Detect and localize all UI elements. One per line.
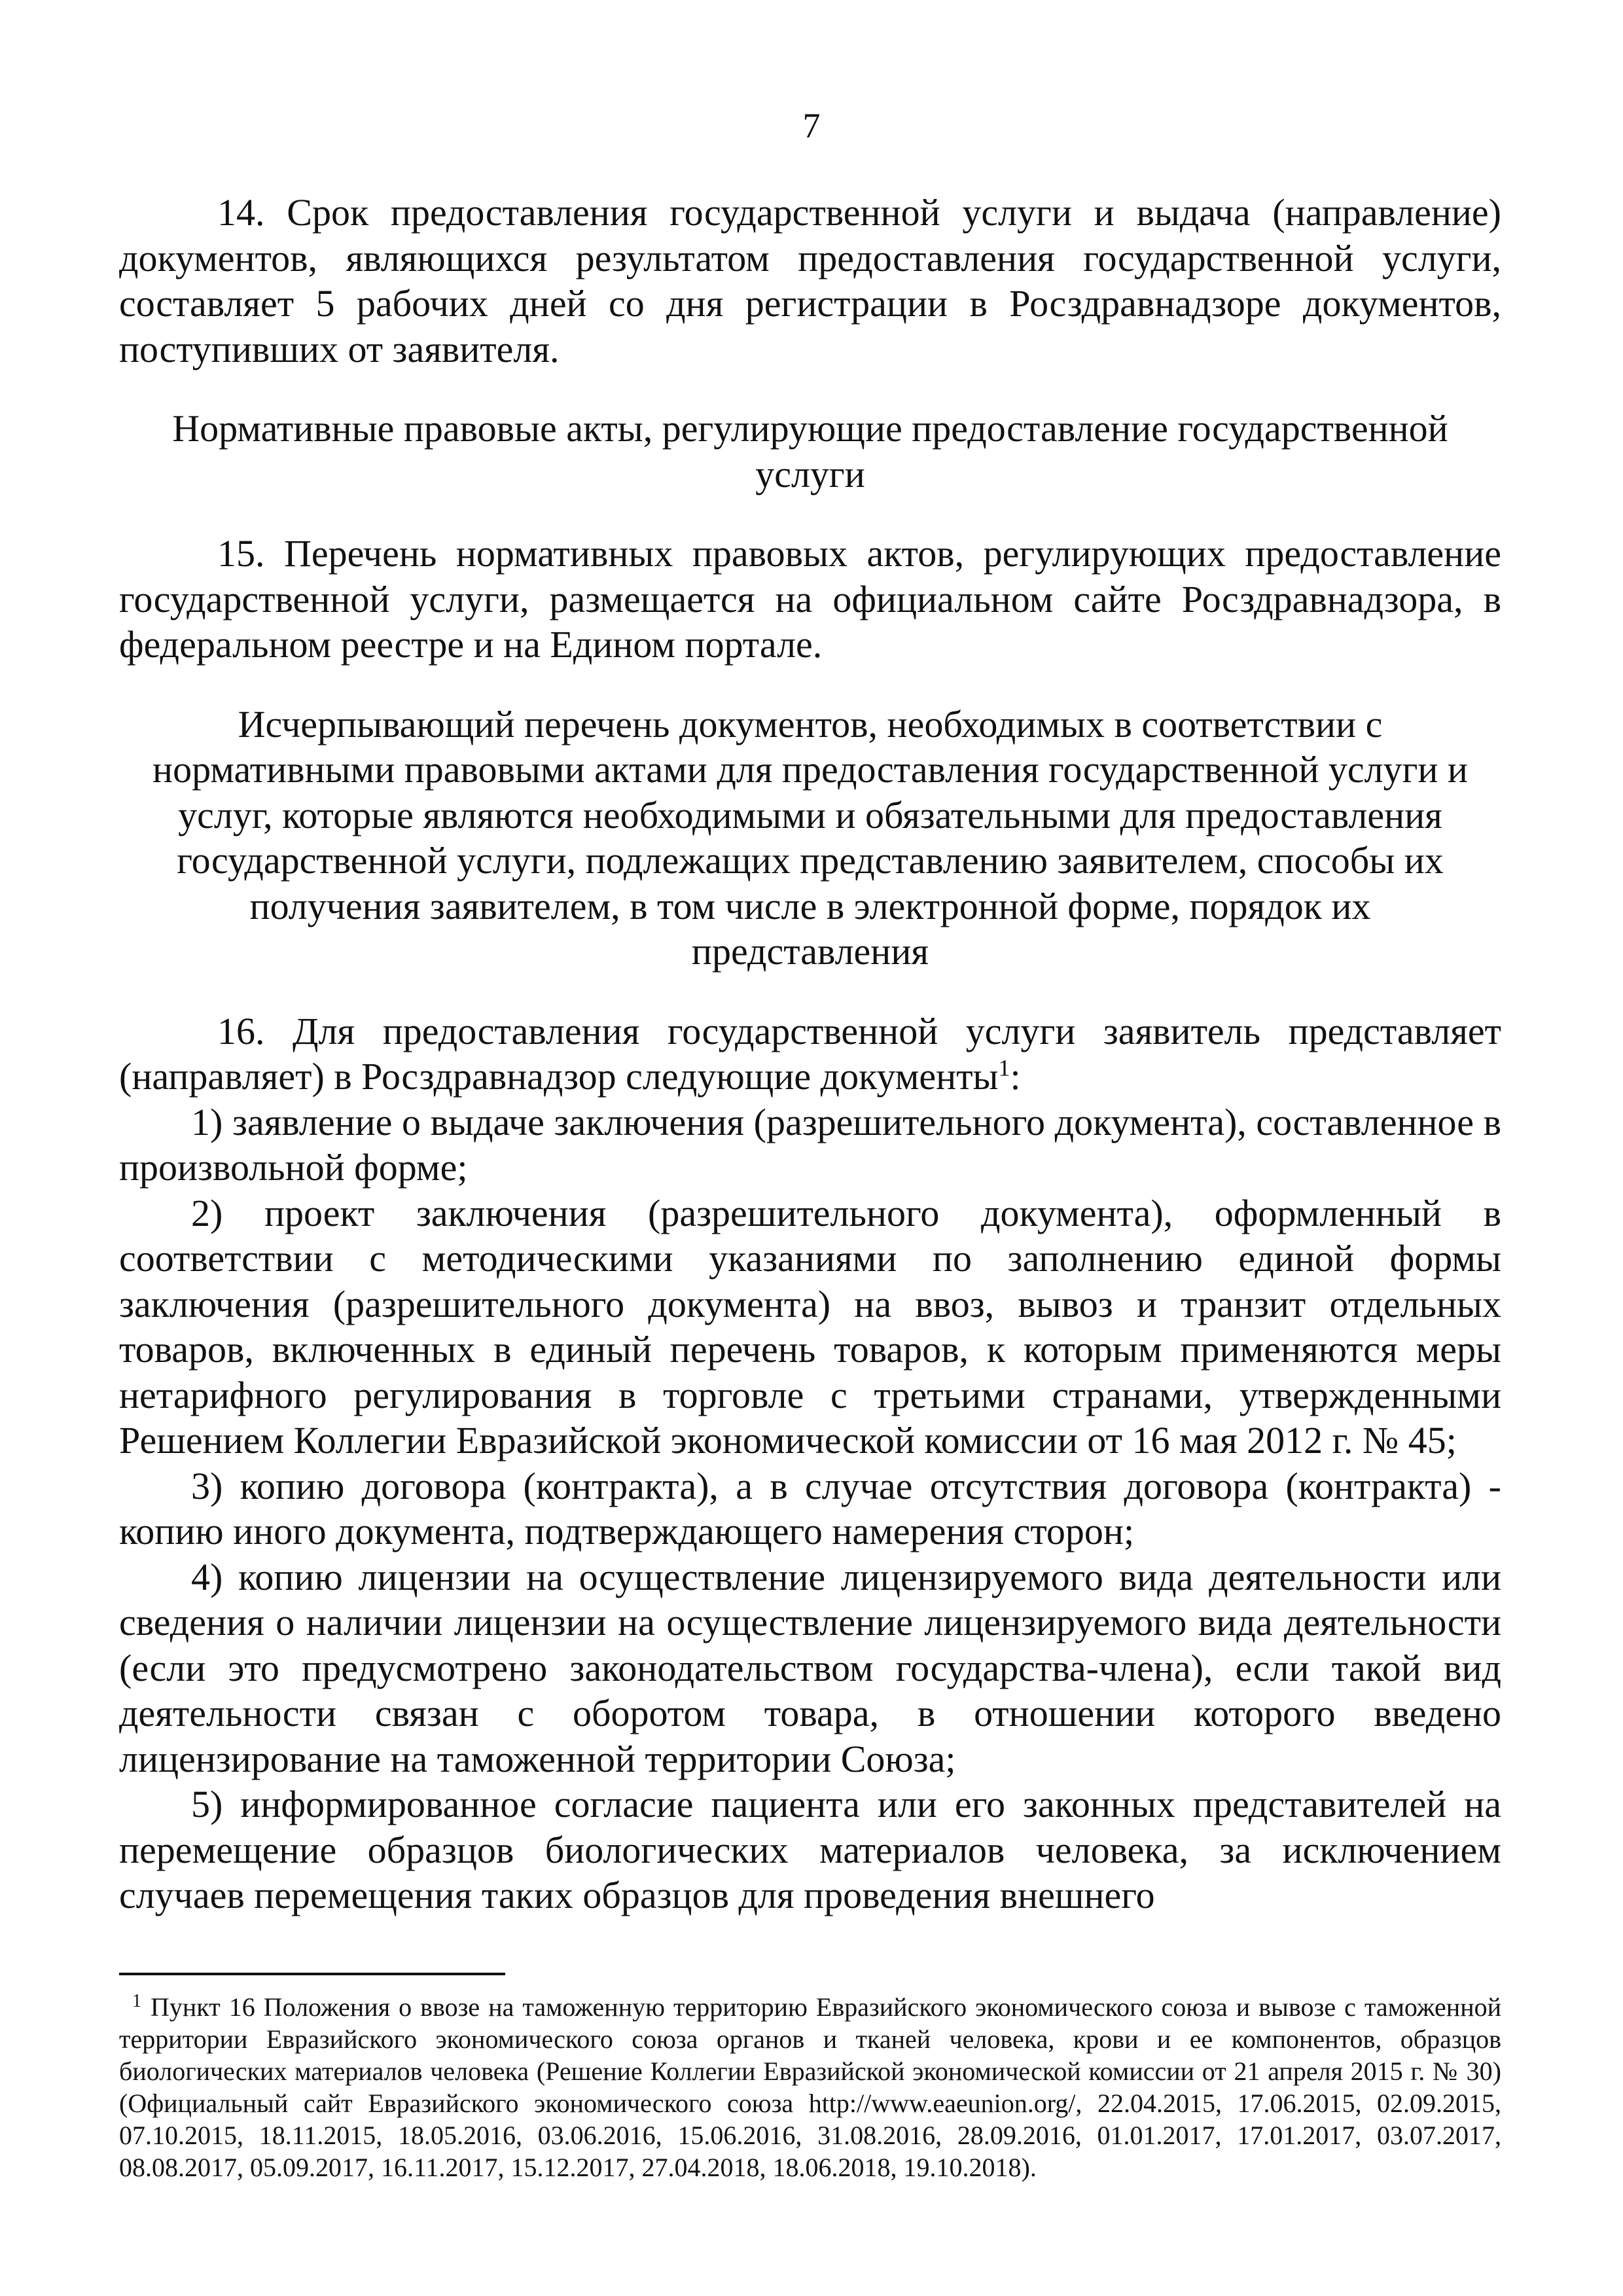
- list-item-2: 2) проект заключения (разрешительного документа), оформленный в соответствии с методическими указаниями по заполнению единой формы заключения (разрешительного документа) на ввоз, вывоз и транзит отдельных товаров, включенных в единый перечень товаров, к которым применяются меры нетарифного регулирования в торговле с третьими странами, утвержденными Решением Коллегии Евразийской экономической комиссии от 16 мая 2012 г. № 45;: [119, 1191, 1501, 1462]
- paragraph-16: [119, 1009, 1501, 1100]
- section-heading-normative-acts: Нормативные правовые акты, регулирующие предоставление государственной услуги: [172, 407, 1448, 495]
- list-item-4: 4) копию лицензии на осуществление лицензируемого вида деятельности или сведения о наличии лицензии на осуществление лицензируемого вида деятельности (если это предусмотрено законодательством государства-члена), если такой вид деятельности связан с оборотом товара, в отношении которого введено лицензирование на таможенной территории Союза;: [119, 1555, 1501, 1780]
- footnote: [119, 1991, 1501, 2183]
- footnote-separator: [119, 1973, 505, 1975]
- section-heading-documents-list: Исчерпывающий перечень документов, необходимых в соответствии с нормативными правовыми актами для предоставления государственной услуги и услуг, которые являются необходимыми и обязательными для предоставления государственной услуги, подлежащих представлению заявителем, способы их получения заявителем, в том числе в электронной форме, порядок их представления: [152, 702, 1468, 973]
- list-item-3: 3) копию договора (контракта), а в случае отсутствия договора (контракта) - копию иного документа, подтверждающего намерения сторон;: [119, 1464, 1501, 1552]
- spacer: [119, 668, 1501, 702]
- list-item-5: 5) информированное согласие пациента или его законных представителей на перемещение образцов биологических материалов человека, за исключением случаев перемещения таких образцов для проведения внешнего: [119, 1783, 1501, 1916]
- document-body: [119, 190, 1501, 1918]
- page-number: 7: [802, 106, 821, 145]
- spacer: [119, 497, 1501, 531]
- spacer: [119, 372, 1501, 406]
- spacer: [119, 975, 1501, 1009]
- footnote-marker: 1: [132, 1990, 141, 2011]
- paragraph-16-colon: :: [1010, 1055, 1021, 1098]
- footnote-reference[interactable]: 1: [998, 1054, 1010, 1081]
- paragraph-16-text: 16. Для предоставления государственной услуги заявитель представляет (направляет) в Росздравнадзор следующие документы: [119, 1009, 1501, 1098]
- paragraph-14: 14. Срок предоставления государственной услуги и выдача (направление) документов, являющихся результатом предоставления государственной услуги, составляет 5 рабочих дней со дня регистрации в Росздравнадзоре документов, поступивших от заявителя.: [119, 191, 1501, 370]
- paragraph-15: 15. Перечень нормативных правовых актов, регулирующих предоставление государственной услуги, размещается на официальном сайте Росздравнадзора, в федеральном реестре и на Едином портале.: [119, 532, 1501, 666]
- list-item-1: 1) заявление о выдаче заключения (разрешительного документа), составленное в произвольной форме;: [119, 1100, 1501, 1189]
- footnote-text: Пункт 16 Положения о ввозе на таможенную территорию Евразийского экономического союза и вывозе с таможенной территории Евразийского экономического союза органов и тканей человека, крови и ее компонентов, образцов биологических материалов человека (Решение Коллегии Евразийской экономической комиссии от 21 апреля 2015 г. № 30) (Официальный сайт Евразийского экономического союза http://www.eaeunion.org/, 22.04.2015, 17.06.2015, 02.09.2015, 07.10.2015, 18.11.2015, 18.05.2016, 03.06.2016, 15.06.2016, 31.08.2016, 28.09.2016, 01.01.2017, 17.01.2017, 03.07.2017, 08.08.2017, 05.09.2017, 16.11.2017, 15.12.2017, 27.04.2018, 18.06.2018, 19.10.2018).: [119, 1992, 1501, 2182]
